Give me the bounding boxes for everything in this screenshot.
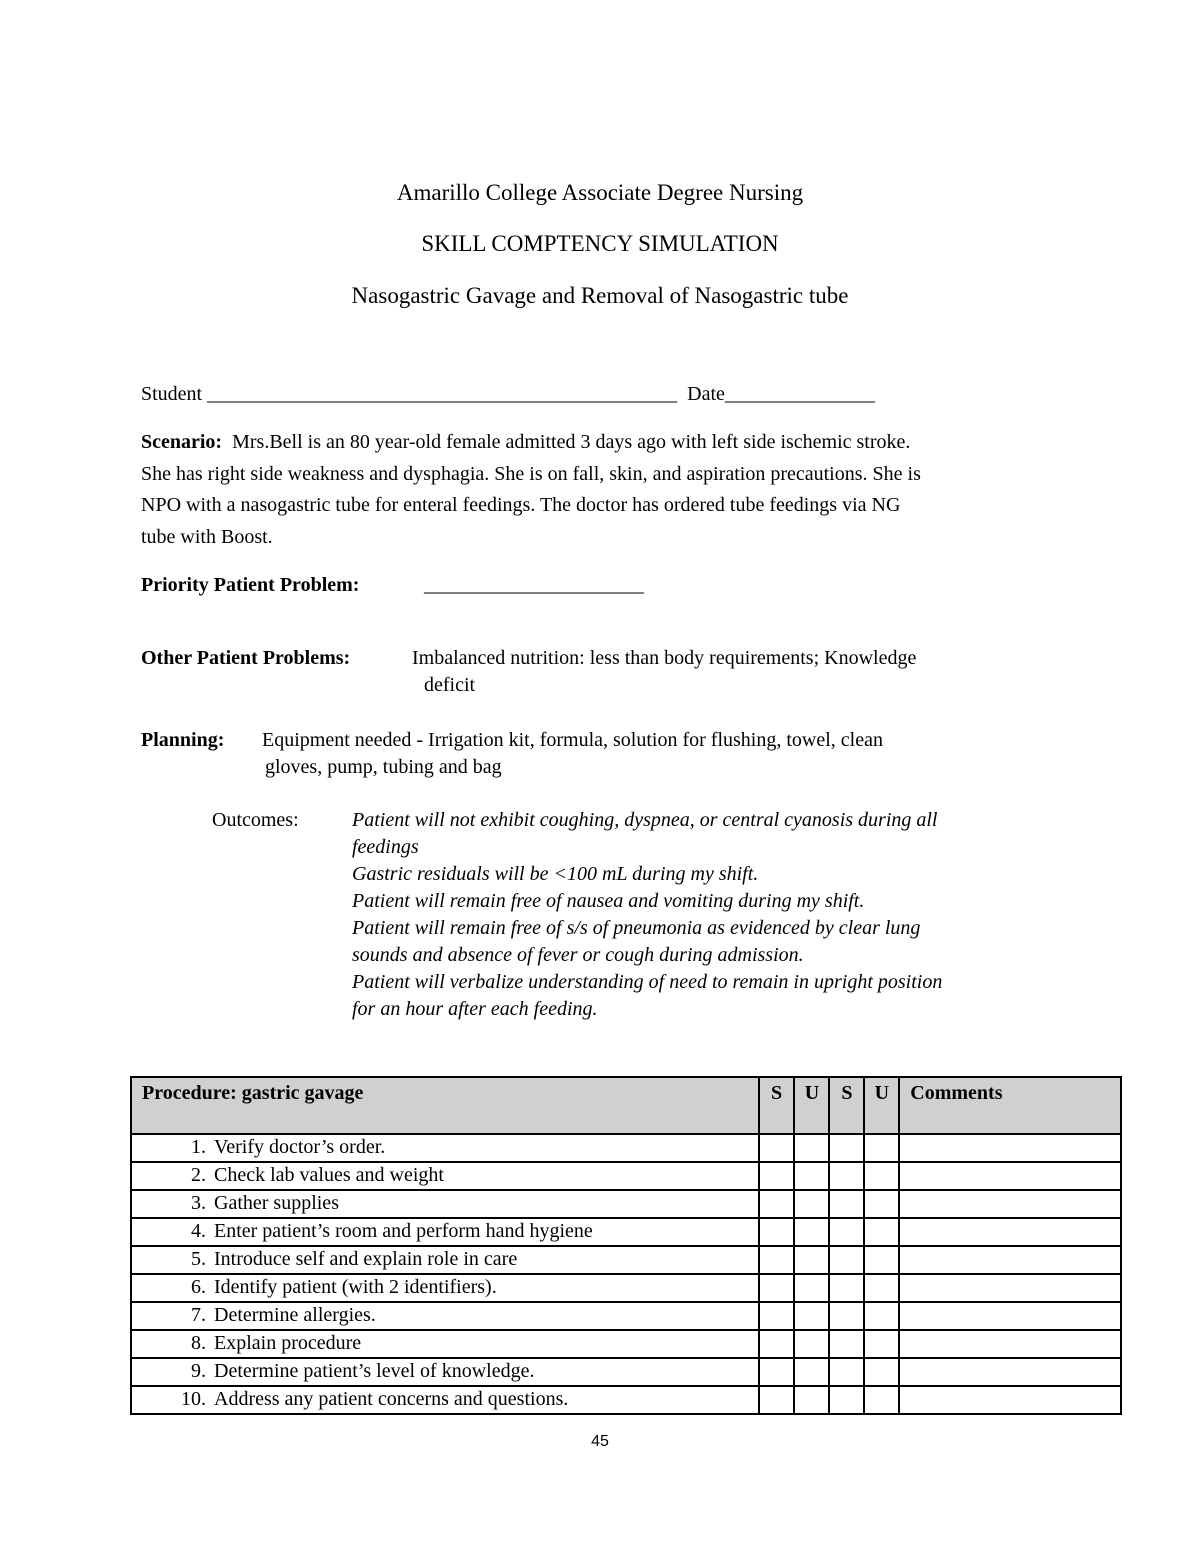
header-u-1: U (794, 1077, 829, 1134)
planning-line-2: gloves, pump, tubing and bag (265, 756, 502, 778)
cell-s-2[interactable] (829, 1162, 864, 1190)
step-number: 2. (191, 1164, 206, 1186)
procedure-step (131, 1386, 759, 1414)
cell-s-1[interactable] (759, 1246, 795, 1274)
date-field[interactable]: _______________ (724, 383, 875, 405)
header-procedure: Procedure: gastric gavage (131, 1077, 759, 1134)
table-row (131, 1162, 1121, 1190)
outcomes-list (352, 807, 1072, 1023)
procedure-step (131, 1190, 759, 1218)
procedure-step (131, 1246, 759, 1274)
step-number: 6. (191, 1276, 206, 1298)
table-row (131, 1134, 1121, 1162)
cell-comments[interactable] (899, 1302, 1121, 1330)
outcomes-label: Outcomes: (212, 809, 299, 831)
cell-s-2[interactable] (829, 1386, 864, 1414)
header-s-2: S (829, 1077, 864, 1134)
outcome-line: feedings (352, 836, 419, 858)
outcome-line: Patient will remain free of s/s of pneumonia as evidenced by clear lung (352, 917, 921, 939)
procedure-step (131, 1302, 759, 1330)
cell-s-1[interactable] (759, 1134, 795, 1162)
step-text: Introduce self and explain role in care (214, 1248, 518, 1270)
cell-u-1[interactable] (794, 1246, 829, 1274)
cell-u-1[interactable] (794, 1330, 829, 1358)
cell-comments[interactable] (899, 1358, 1121, 1386)
scenario-section (141, 427, 1101, 553)
student-date-line (141, 381, 875, 408)
other-problems-line-1: Imbalanced nutrition: less than body requirements; Knowledge (412, 647, 917, 669)
procedure-step (131, 1274, 759, 1302)
step-number: 3. (191, 1192, 206, 1214)
cell-u-2[interactable] (864, 1190, 899, 1218)
page-title: Nasogastric Gavage and Removal of Nasogastric tube (351, 283, 849, 308)
step-number: 9. (191, 1360, 206, 1382)
table-row (131, 1302, 1121, 1330)
procedure-step (131, 1162, 759, 1190)
procedure-step (131, 1330, 759, 1358)
cell-u-1[interactable] (794, 1358, 829, 1386)
procedure-step (131, 1218, 759, 1246)
scenario-label: Scenario: (141, 431, 223, 453)
cell-u-2[interactable] (864, 1302, 899, 1330)
cell-s-1[interactable] (759, 1190, 795, 1218)
table-row (131, 1246, 1121, 1274)
outcome-line: Patient will verbalize understanding of need to remain in upright position (352, 971, 943, 993)
priority-problem-field[interactable]: ______________________ (424, 574, 644, 596)
page-number: 45 (591, 1433, 609, 1450)
document-type: SKILL COMPTENCY SIMULATION (421, 231, 779, 256)
step-text: Gather supplies (214, 1192, 339, 1214)
step-text: Determine allergies. (214, 1304, 376, 1326)
cell-s-2[interactable] (829, 1358, 864, 1386)
outcome-line: for an hour after each feeding. (352, 998, 598, 1020)
cell-comments[interactable] (899, 1246, 1121, 1274)
cell-s-1[interactable] (759, 1218, 795, 1246)
step-text: Enter patient’s room and perform hand hygiene (214, 1220, 593, 1242)
scenario-line-3: NPO with a nasogastric tube for enteral feedings. The doctor has ordered tube feedings via NG (141, 494, 901, 516)
cell-u-1[interactable] (794, 1386, 829, 1414)
step-number: 5. (191, 1248, 206, 1270)
outcome-line: Patient will not exhibit coughing, dyspnea, or central cyanosis during all (352, 809, 938, 831)
step-text: Address any patient concerns and questions. (214, 1388, 569, 1410)
other-problems-label: Other Patient Problems: (141, 647, 351, 669)
step-text: Explain procedure (214, 1332, 362, 1354)
cell-s-1[interactable] (759, 1274, 795, 1302)
cell-comments[interactable] (899, 1386, 1121, 1414)
cell-u-1[interactable] (794, 1218, 829, 1246)
institution-title: Amarillo College Associate Degree Nursing (396, 180, 804, 205)
scenario-line-2: She has right side weakness and dysphagia. She is on fall, skin, and aspiration precautions. She is (141, 462, 921, 485)
cell-u-2[interactable] (864, 1358, 899, 1386)
procedure-step (131, 1358, 759, 1386)
cell-u-1[interactable] (794, 1162, 829, 1190)
procedure-step (131, 1134, 759, 1162)
cell-s-1[interactable] (759, 1358, 795, 1386)
step-text: Check lab values and weight (214, 1164, 444, 1186)
table-header-row (131, 1077, 1121, 1134)
student-label: Student (141, 383, 203, 405)
step-number: 8. (191, 1332, 206, 1354)
cell-u-2[interactable] (864, 1330, 899, 1358)
cell-u-2[interactable] (864, 1218, 899, 1246)
planning-line-1: Equipment needed - Irrigation kit, formula, solution for flushing, towel, clean (262, 729, 883, 751)
step-number: 7. (191, 1304, 206, 1326)
table-row (131, 1330, 1121, 1358)
step-text: Determine patient’s level of knowledge. (214, 1360, 535, 1382)
date-label: Date (687, 383, 725, 405)
table-row (131, 1218, 1121, 1246)
cell-u-1[interactable] (794, 1134, 829, 1162)
cell-s-2[interactable] (829, 1218, 864, 1246)
cell-s-2[interactable] (829, 1246, 864, 1274)
cell-s-1[interactable] (759, 1302, 795, 1330)
cell-s-2[interactable] (829, 1190, 864, 1218)
cell-s-2[interactable] (829, 1134, 864, 1162)
cell-u-2[interactable] (864, 1246, 899, 1274)
cell-u-2[interactable] (864, 1386, 899, 1414)
cell-comments[interactable] (899, 1134, 1121, 1162)
cell-comments[interactable] (899, 1274, 1121, 1302)
scenario-line-1 (141, 427, 1101, 459)
student-name-field[interactable]: _______________________________________________ (207, 383, 678, 405)
step-text: Identify patient (with 2 identifiers). (214, 1276, 497, 1298)
procedure-table (130, 1076, 1122, 1415)
cell-u-2[interactable] (864, 1134, 899, 1162)
cell-u-1[interactable] (794, 1274, 829, 1302)
header-comments: Comments (899, 1077, 1121, 1134)
table-row (131, 1386, 1121, 1414)
cell-s-2[interactable] (829, 1274, 864, 1302)
cell-comments[interactable] (899, 1162, 1121, 1190)
outcome-line: Patient will remain free of nausea and vomiting during my shift. (352, 890, 865, 912)
cell-s-1[interactable] (759, 1330, 795, 1358)
step-number: 4. (191, 1220, 206, 1242)
planning-label: Planning: (141, 729, 225, 751)
cell-s-1[interactable] (759, 1386, 795, 1414)
cell-u-2[interactable] (864, 1274, 899, 1302)
header-u-2: U (864, 1077, 899, 1134)
cell-s-2[interactable] (829, 1330, 864, 1358)
outcome-line: sounds and absence of fever or cough during admission. (352, 944, 804, 966)
scenario-text: Mrs.Bell is an 80 year-old female admitted 3 days ago with left side ischemic stroke. (232, 431, 911, 453)
cell-u-1[interactable] (794, 1302, 829, 1330)
step-text: Verify doctor’s order. (214, 1136, 386, 1158)
table-row (131, 1358, 1121, 1386)
cell-s-2[interactable] (829, 1302, 864, 1330)
cell-comments[interactable] (899, 1218, 1121, 1246)
table-row (131, 1274, 1121, 1302)
cell-u-2[interactable] (864, 1162, 899, 1190)
step-number: 1. (191, 1136, 206, 1158)
priority-problem-label: Priority Patient Problem: (141, 574, 360, 596)
other-problems-line-2: deficit (424, 674, 476, 696)
header-s-1: S (759, 1077, 795, 1134)
cell-comments[interactable] (899, 1190, 1121, 1218)
scenario-line-4: tube with Boost. (141, 525, 273, 548)
cell-comments[interactable] (899, 1330, 1121, 1358)
step-number: 10. (181, 1388, 206, 1410)
outcome-line: Gastric residuals will be <100 mL during my shift. (352, 863, 759, 885)
table-row (131, 1190, 1121, 1218)
cell-u-1[interactable] (794, 1190, 829, 1218)
cell-s-1[interactable] (759, 1162, 795, 1190)
